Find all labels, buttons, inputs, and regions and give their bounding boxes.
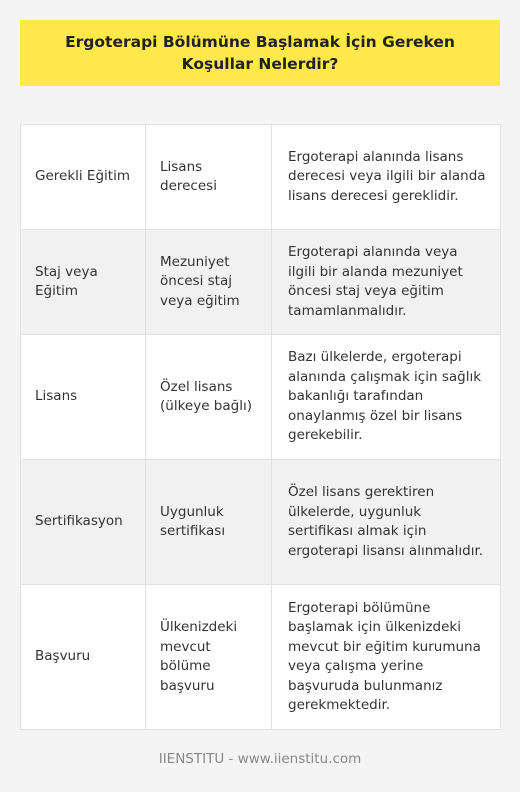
row-category: Sertifikasyon bbox=[21, 460, 146, 585]
table-row bbox=[21, 125, 501, 230]
row-requirement: Ülkenizdeki mevcut bölüme başvuru bbox=[146, 585, 272, 730]
footer-credit: IIENSTITU - www.iienstitu.com bbox=[158, 751, 362, 767]
title-banner bbox=[20, 20, 500, 86]
row-description: Ergoterapi bölümüne başlamak için ülkenizdeki mevcut bir eğitim kurumuna veya çalışma yerine başvuruda bulunmanız gerekmektedir. bbox=[272, 585, 501, 730]
row-requirement: Lisans derecesi bbox=[146, 125, 272, 230]
row-description: Ergoterapi alanında veya ilgili bir alanda mezuniyet öncesi staj veya eğitim tamamlanmalıdır. bbox=[272, 230, 501, 335]
row-category: Başvuru bbox=[21, 585, 146, 730]
row-category: Staj veya Eğitim bbox=[21, 230, 146, 335]
page-title: Ergoterapi Bölümüne Başlamak İçin Gereken Koşullar Nelerdir? bbox=[65, 33, 455, 73]
table-row bbox=[21, 230, 501, 335]
row-description: Bazı ülkelerde, ergoterapi alanında çalışmak için sağlık bakanlığı tarafından onaylanmış özel bir lisans gerekebilir. bbox=[272, 335, 501, 460]
row-requirement: Uygunluk sertifikası bbox=[146, 460, 272, 585]
requirements-table bbox=[20, 124, 501, 730]
table-row bbox=[21, 460, 501, 585]
table-row bbox=[21, 335, 501, 460]
row-requirement: Özel lisans (ülkeye bağlı) bbox=[146, 335, 272, 460]
requirements-table-container bbox=[20, 124, 500, 730]
row-category: Lisans bbox=[21, 335, 146, 460]
row-requirement: Mezuniyet öncesi staj veya eğitim bbox=[146, 230, 272, 335]
row-description: Ergoterapi alanında lisans derecesi veya ilgili bir alanda lisans derecesi gereklidir. bbox=[272, 125, 501, 230]
row-category: Gerekli Eğitim bbox=[21, 125, 146, 230]
row-description: Özel lisans gerektiren ülkelerde, uygunluk sertifikası almak için ergoterapi lisansı alınmalıdır. bbox=[272, 460, 501, 585]
table-row bbox=[21, 585, 501, 730]
